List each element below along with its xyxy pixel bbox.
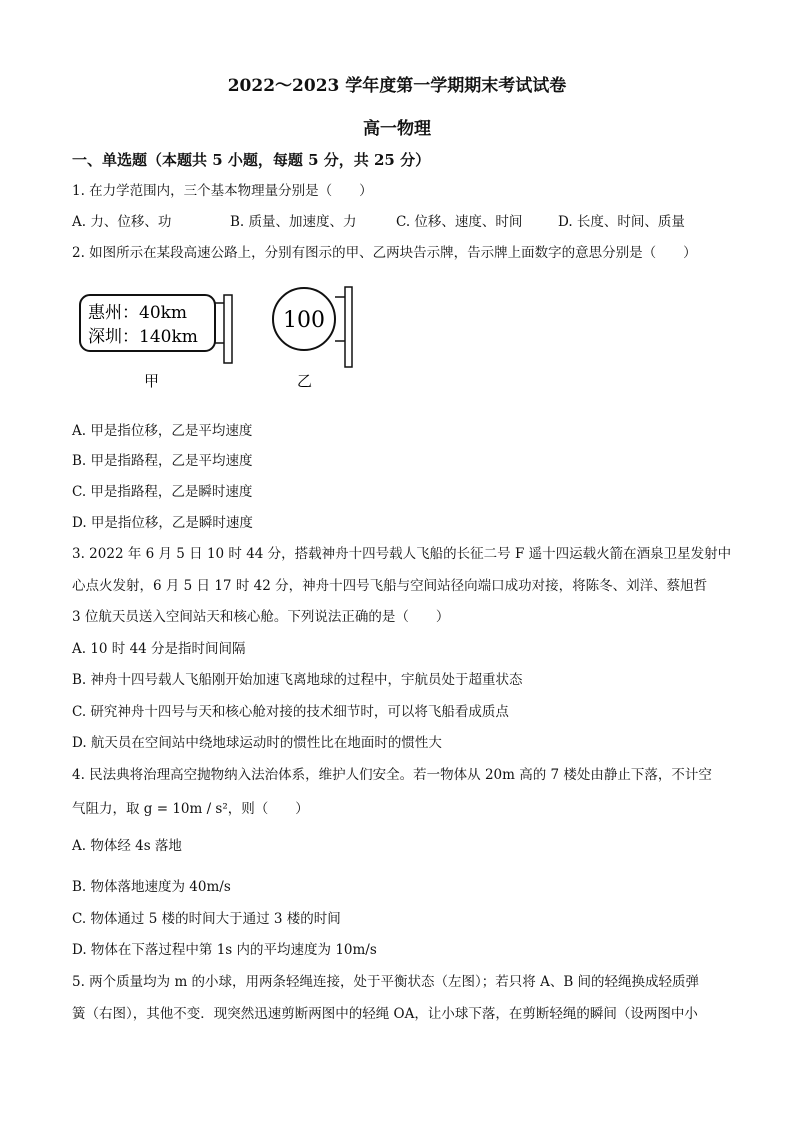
sign-jia-line2: 深圳：140km	[88, 327, 198, 347]
q2-option-b: B. 甲是指路程，乙是平均速度	[72, 453, 253, 469]
q1-option-a: A. 力、位移、功	[72, 214, 172, 230]
exam-title: 2022～2023 学年度第一学期期末考试试卷	[227, 76, 567, 96]
q2-option-d: D. 甲是指位移，乙是瞬时速度	[72, 515, 253, 531]
q3-option-b: B. 神舟十四号载人飞船刚开始加速飞离地球的过程中，宇航员处于超重状态	[72, 672, 523, 688]
q3-line-2: 心点火发射，6 月 5 日 17 时 42 分，神舟十四号飞船与空间站径向端口成功对接，将陈冬、刘洋、蔡旭哲	[72, 578, 708, 594]
q4-option-d: D. 物体在下落过程中第 1s 内的平均速度为 10m/s	[72, 942, 377, 958]
q3-option-c: C. 研究神舟十四号与天和核心舱对接的技术细节时，可以将飞船看成质点	[72, 704, 509, 720]
sign-jia-caption: 甲	[144, 372, 160, 390]
q3-line-1: 3. 2022 年 6 月 5 日 10 时 44 分，搭载神舟十四号载人飞船的长征二号 F 遥十四运载火箭在酒泉卫星发射中	[72, 546, 732, 562]
q1-option-d: D. 长度、时间、质量	[558, 214, 685, 230]
q2-stem: 2. 如图所示在某段高速公路上，分别有图示的甲、乙两块告示牌，告示牌上面数字的意思分别是（ ）	[72, 245, 697, 261]
exam-subtitle: 高一物理	[363, 119, 431, 139]
q3-option-a: A. 10 时 44 分是指时间间隔	[72, 641, 246, 657]
sign-jia-post	[224, 295, 232, 363]
q5-line-1: 5. 两个质量均为 m 的小球，用两条轻绳连接，处于平衡状态（左图）；若只将 A、B 间的轻绳换成轻质弹	[72, 974, 700, 990]
sign-jia-line1: 惠州：40km	[88, 303, 188, 323]
q1-stem: 1. 在力学范围内，三个基本物理量分别是（ ）	[72, 183, 373, 199]
q1-option-b: B. 质量、加速度、力	[230, 214, 357, 230]
q4-option-a: A. 物体经 4s 落地	[72, 838, 182, 854]
q2-option-a: A. 甲是指位移，乙是平均速度	[72, 423, 253, 439]
q5-line-2: 簧（右图），其他不变．现突然迅速剪断两图中的轻绳 OA，让小球下落，在剪断轻绳的瞬间（设两图中小	[72, 1006, 698, 1022]
sign-jia	[80, 295, 232, 390]
section-heading: 一、单选题（本题共 5 小题，每题 5 分，共 25 分）	[72, 151, 431, 169]
sign-yi	[273, 287, 352, 390]
q4-line-1: 4. 民法典将治理高空抛物纳入法治体系，维护人们安全。若一物体从 20m 高的 7 楼处由静止下落，不计空	[72, 767, 712, 783]
q3-option-d: D. 航天员在空间站中绕地球运动时的惯性比在地面时的惯性大	[72, 735, 442, 751]
sign-yi-number: 100	[283, 308, 325, 333]
q2-figure	[72, 283, 372, 393]
q3-line-3: 3 位航天员送入空间站天和核心舱。下列说法正确的是（ ）	[72, 609, 450, 625]
q2-option-c: C. 甲是指路程，乙是瞬时速度	[72, 484, 253, 500]
q4-line-2: 气阻力，取 g = 10m / s²，则（ ）	[72, 801, 309, 817]
sign-yi-caption: 乙	[297, 372, 313, 390]
q4-option-c: C. 物体通过 5 楼的时间大于通过 3 楼的时间	[72, 911, 341, 927]
sign-yi-post	[345, 287, 352, 367]
q4-option-b: B. 物体落地速度为 40m/s	[72, 879, 231, 895]
q1-option-c: C. 位移、速度、时间	[396, 214, 523, 230]
